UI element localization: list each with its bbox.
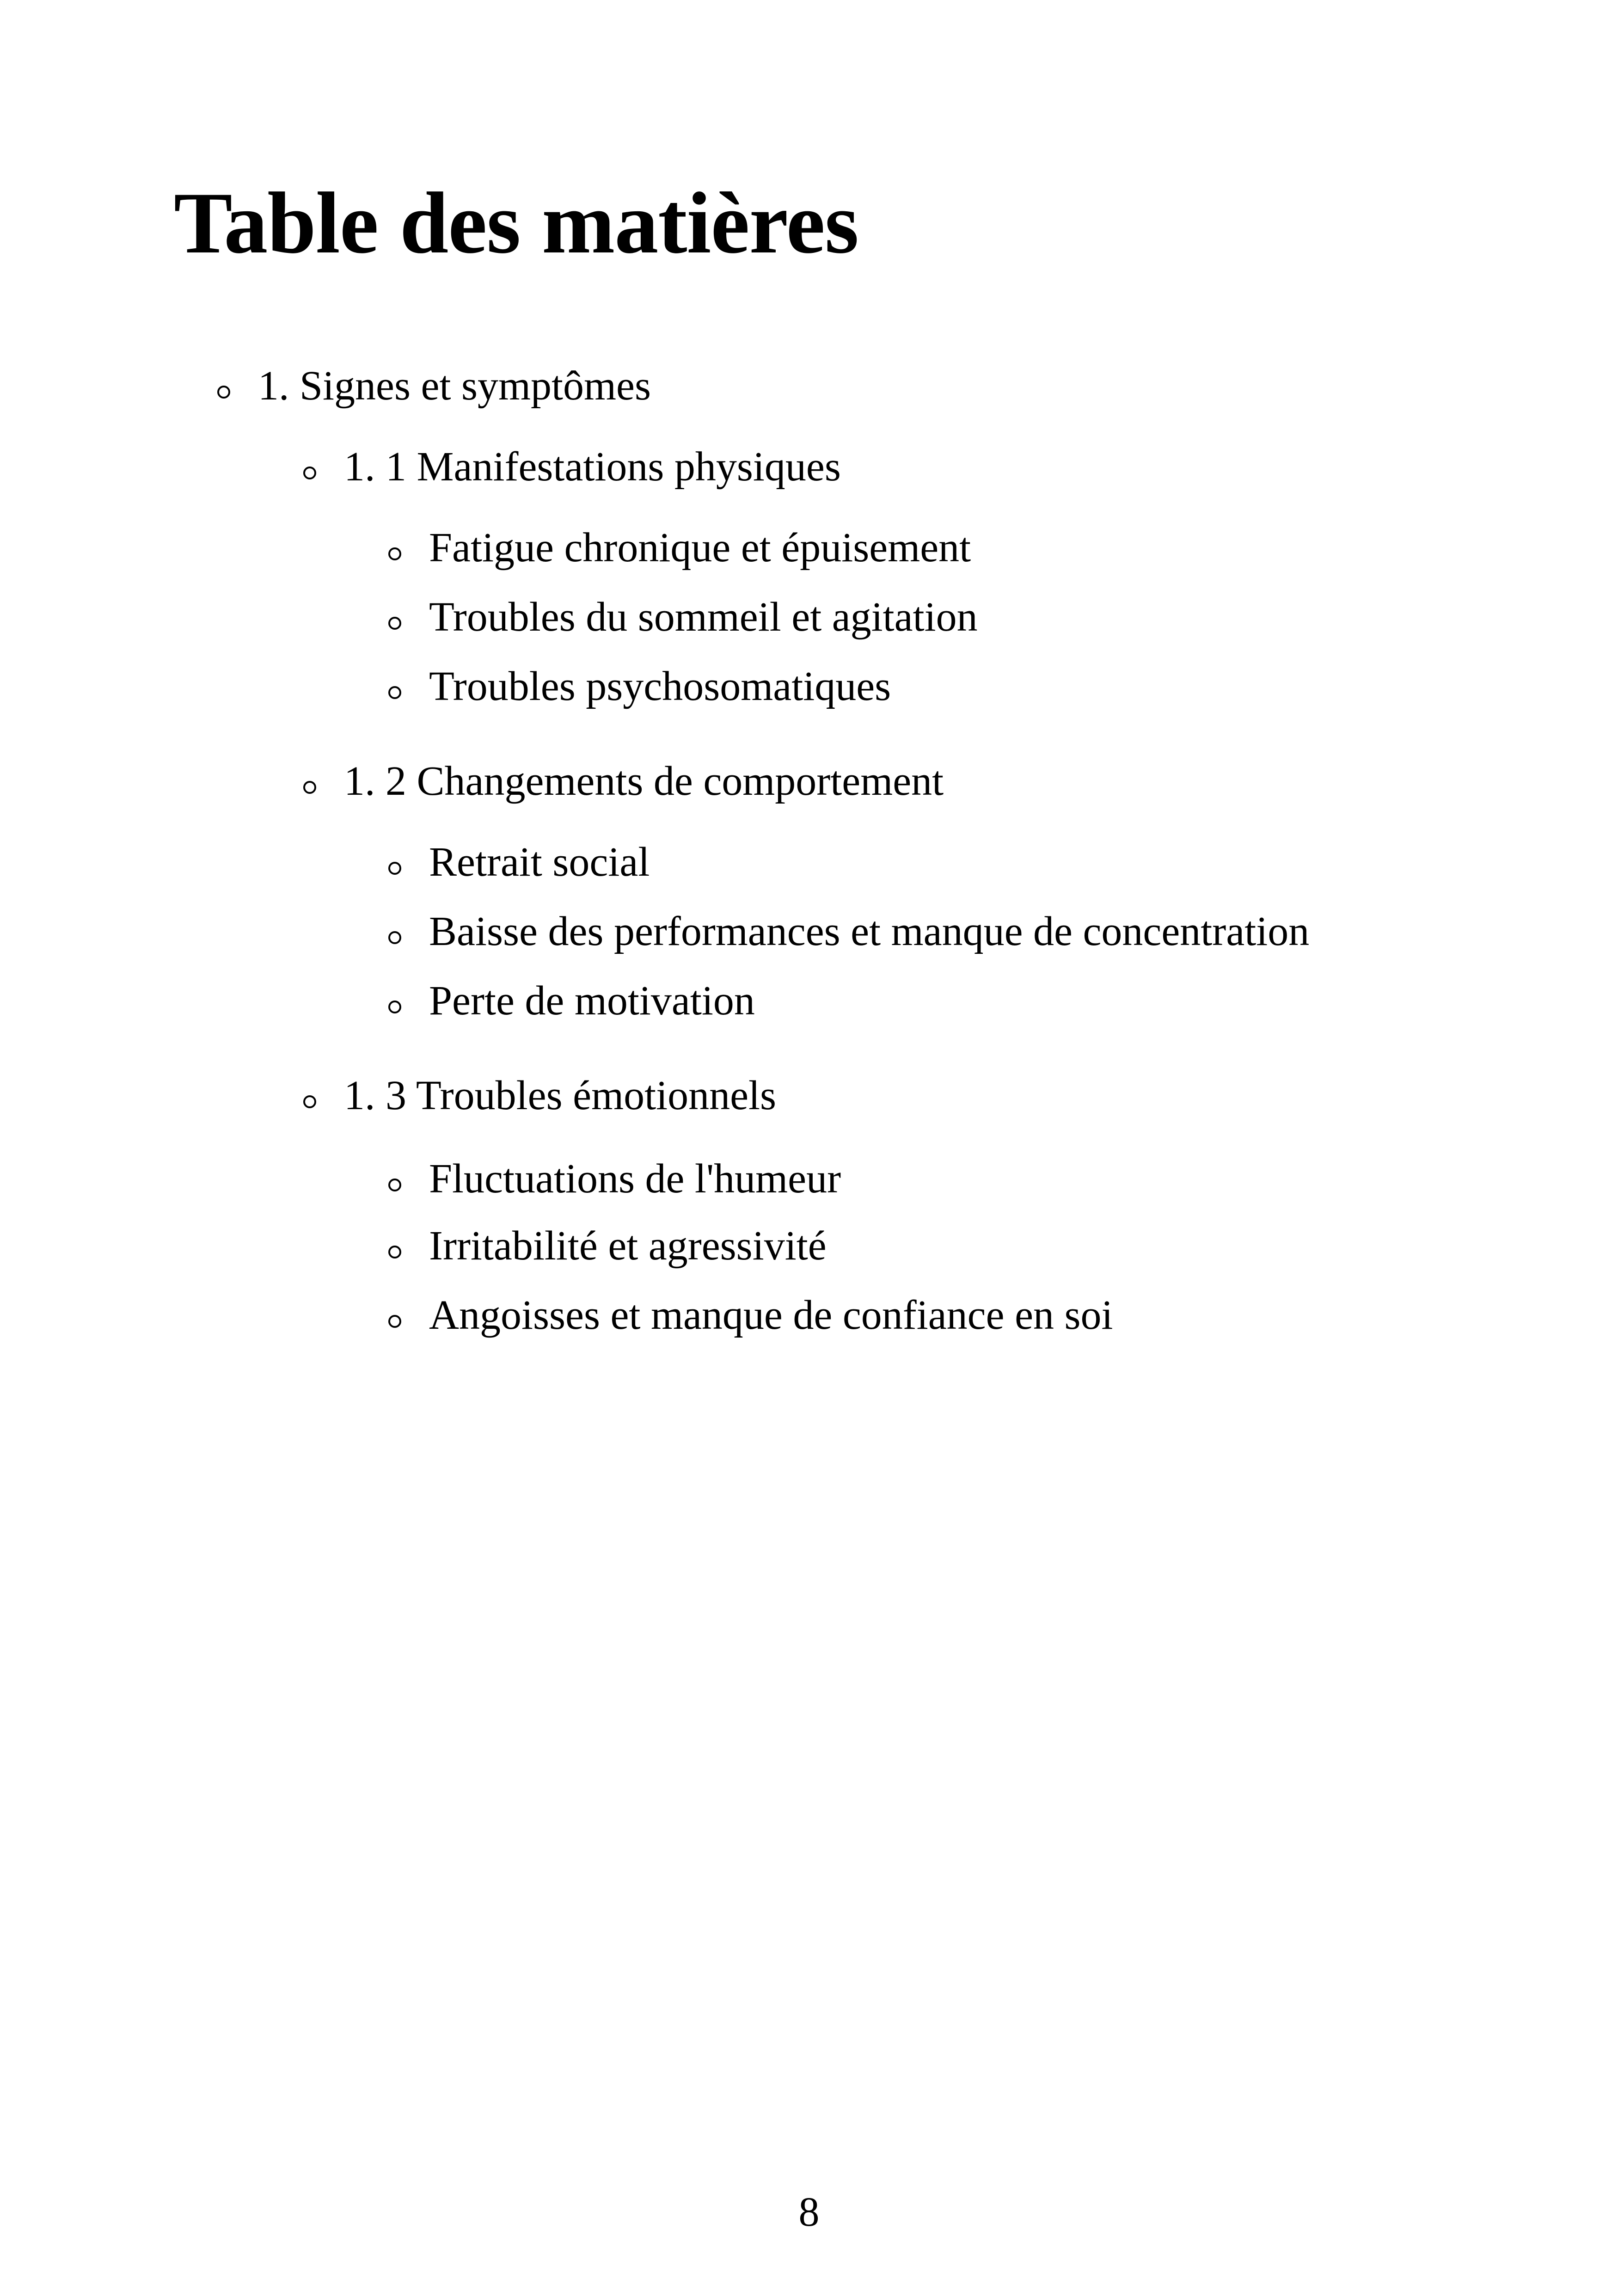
hollow-bullet-icon [388,931,401,944]
toc-item-label: Perte de motivation [429,978,755,1024]
toc-subsection-label: 1. 3 Troubles émotionnels [344,1073,777,1118]
hollow-bullet-icon [388,1315,401,1328]
hollow-bullet-icon [388,862,401,875]
toc-item-label: Baisse des performances et manque de concentration [429,909,1310,954]
hollow-bullet-icon [217,386,230,399]
hollow-bullet-icon [388,1246,401,1259]
toc-section-label: 1. Signes et symptômes [258,363,651,409]
hollow-bullet-icon [388,1179,401,1191]
toc-item-label: Irritabilité et agressivité [429,1223,827,1269]
hollow-bullet-icon [388,1001,401,1013]
page-number: 8 [798,2189,820,2235]
hollow-bullet-icon [388,617,401,630]
toc-subsection-label: 1. 1 Manifestations physiques [344,444,841,490]
toc-subsection-label: 1. 2 Changements de comportement [344,758,944,804]
toc-item-label: Fatigue chronique et épuisement [429,525,971,571]
hollow-bullet-icon [388,686,401,699]
hollow-bullet-icon [388,547,401,560]
page-title: Table des matières [174,175,858,272]
toc-item-label: Fluctuations de l'humeur [429,1156,841,1202]
toc-item-label: Troubles psychosomatiques [429,663,891,709]
toc-item-label: Retrait social [429,839,650,885]
toc-item-label: Angoisses et manque de confiance en soi [429,1292,1113,1338]
hollow-bullet-icon [303,467,316,479]
toc-item-label: Troubles du sommeil et agitation [429,594,978,640]
hollow-bullet-icon [303,781,316,794]
hollow-bullet-icon [303,1095,316,1108]
